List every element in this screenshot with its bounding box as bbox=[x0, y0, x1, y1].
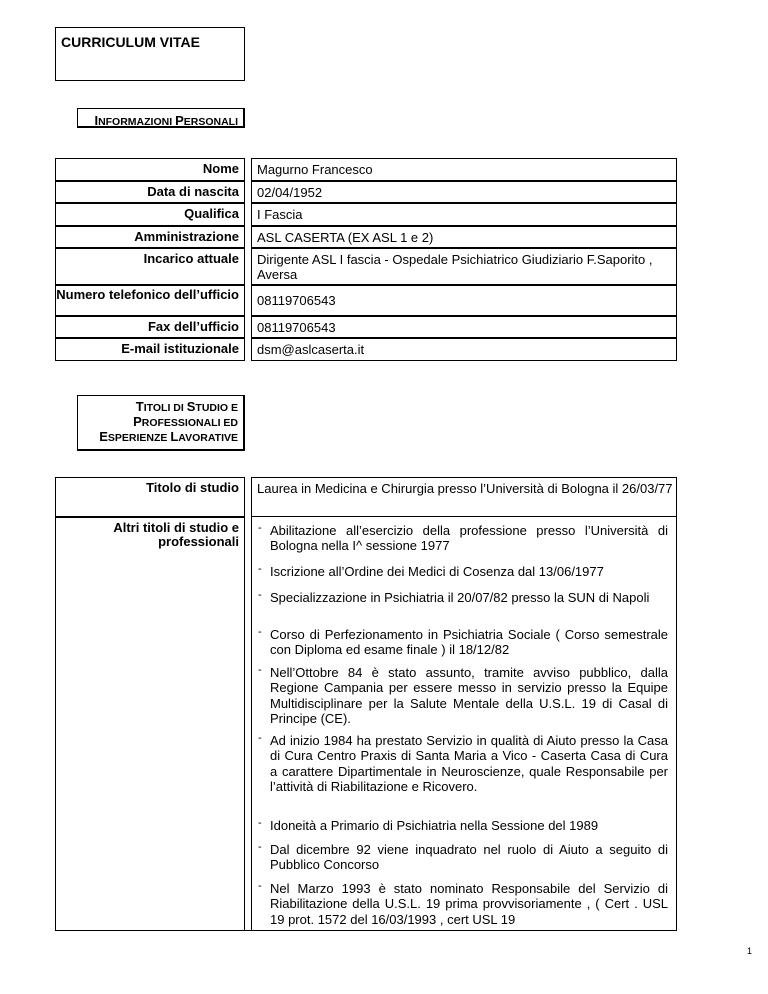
value-data-nascita: 02/04/1952 bbox=[251, 181, 677, 203]
altri-titoli-list bbox=[251, 517, 677, 930]
list-item: - Nel Marzo 1993 è stato nominato Responsabile del Servizio di Riabilitazione della U.S.L. 19 prima provvisoriamente , ( Cert . USL 19 prot. 1572 del 16/03/1993 , cert USL 19 bbox=[258, 880, 668, 927]
value-qualifica: I Fascia bbox=[251, 203, 677, 226]
section-studies-experience: TITOLI DI STUDIO E PROFESSIONALI ED ESPERIENZE LAVORATIVE bbox=[77, 395, 245, 451]
list-item: - Iscrizione all’Ordine dei Medici di Cosenza dal 13/06/1977 bbox=[258, 563, 604, 579]
label-altri-titoli: Altri titoli di studio e professionali bbox=[55, 517, 245, 930]
value-incarico: Dirigente ASL I fascia - Ospedale Psichiatrico Giudiziario F.Saporito , Aversa bbox=[251, 248, 677, 285]
value-titolo-studio: Laurea in Medicina e Chirurgia presso l’Università di Bologna il 26/03/77 bbox=[251, 477, 677, 517]
label-amministrazione: Amministrazione bbox=[55, 226, 245, 248]
label-email: E-mail istituzionale bbox=[55, 338, 245, 361]
list-item: - Corso di Perfezionamento in Psichiatria Sociale ( Corso semestrale con Diploma ed esame finale ) il 18/12/82 bbox=[258, 626, 668, 658]
cv-title: CURRICULUM VITAE bbox=[61, 34, 200, 50]
footer-rule bbox=[55, 930, 677, 931]
list-item: - Ad inizio 1984 ha prestato Servizio in qualità di Aiuto presso la Casa di Cura Centro Praxis di Santa Maria a Vico - Caserta Casa di Cura a carattere Dipartimentale in Neuroscienze, quale Responsabile per l’attività di Riabilitazione e Ricovero. bbox=[258, 732, 668, 794]
value-fax: 08119706543 bbox=[251, 316, 677, 338]
label-titolo-studio: Titolo di studio bbox=[55, 477, 245, 517]
list-item: - Abilitazione all’esercizio della professione presso l’Università di Bologna nella I^ sessione 1977 bbox=[258, 522, 668, 554]
section-personal-info: INFORMAZIONI PERSONALI bbox=[77, 108, 245, 128]
list-item: - Dal dicembre 92 viene inquadrato nel ruolo di Aiuto a seguito di Pubblico Concorso bbox=[258, 841, 668, 873]
value-email: dsm@aslcaserta.it bbox=[251, 338, 677, 361]
value-telefono: 08119706543 bbox=[251, 285, 677, 316]
page-number: 1 bbox=[747, 946, 753, 956]
cv-title-box bbox=[55, 27, 245, 81]
label-incarico: Incarico attuale bbox=[55, 248, 245, 285]
label-qualifica: Qualifica bbox=[55, 203, 245, 226]
label-data-nascita: Data di nascita bbox=[55, 181, 245, 203]
label-fax: Fax dell’ufficio bbox=[55, 316, 245, 338]
list-item: - Specializzazione in Psichiatria il 20/07/82 presso la SUN di Napoli bbox=[258, 589, 650, 605]
list-item: - Nell’Ottobre 84 è stato assunto, tramite avviso pubblico, dalla Regione Campania per essere messo in servizio presso la Equipe Multidisciplinare per la Salute Mentale della U.S.L. 19 di Casal di Principe (CE). bbox=[258, 664, 668, 726]
list-item: - Idoneità a Primario di Psichiatria nella Sessione del 1989 bbox=[258, 817, 599, 833]
value-amministrazione: ASL CASERTA (EX ASL 1 e 2) bbox=[251, 226, 677, 248]
value-nome: Magurno Francesco bbox=[251, 158, 677, 181]
label-telefono: Numero telefonico dell’ufficio bbox=[55, 285, 245, 316]
label-nome: Nome bbox=[55, 158, 245, 181]
